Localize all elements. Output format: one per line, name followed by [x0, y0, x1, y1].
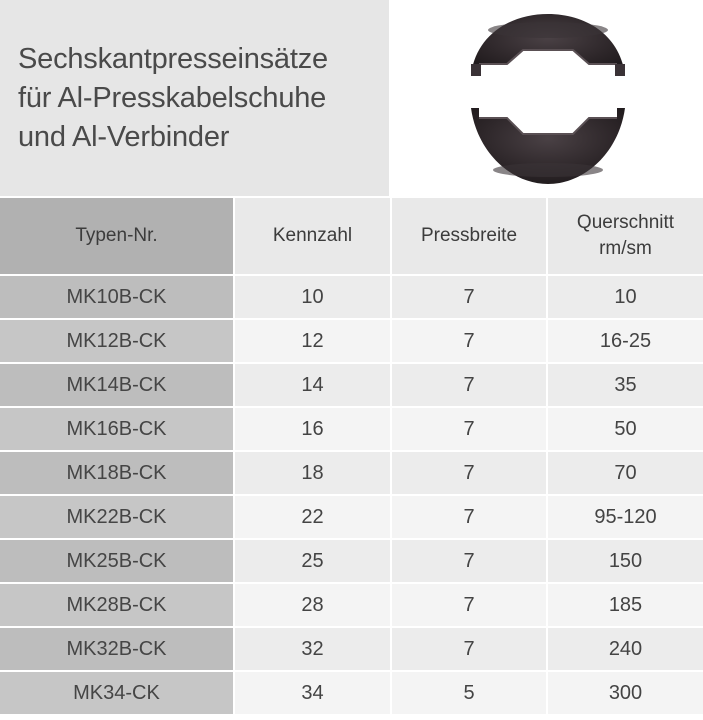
cell-type: MK18B-CK [0, 452, 233, 496]
cell-type: MK14B-CK [0, 364, 233, 408]
cell-querschnitt: 150 [546, 540, 703, 584]
cell-type: MK10B-CK [0, 276, 233, 320]
cell-kennzahl: 25 [233, 540, 390, 584]
table-row [0, 408, 703, 452]
cell-pressbreite: 7 [390, 408, 546, 452]
lower-die-half [471, 108, 625, 184]
cell-pressbreite: 7 [390, 364, 546, 408]
column-header-type: Typen-Nr. [0, 198, 233, 276]
cell-kennzahl: 10 [233, 276, 390, 320]
upper-die-half [471, 14, 625, 76]
table-row [0, 320, 703, 364]
cell-pressbreite: 5 [390, 672, 546, 716]
cell-pressbreite: 7 [390, 584, 546, 628]
table-header-row [0, 198, 703, 276]
cell-pressbreite: 7 [390, 452, 546, 496]
cell-type: MK28B-CK [0, 584, 233, 628]
cell-pressbreite: 7 [390, 496, 546, 540]
column-header-pressbreite: Pressbreite [390, 198, 546, 276]
cell-type: MK34-CK [0, 672, 233, 716]
cell-querschnitt: 240 [546, 628, 703, 672]
cell-kennzahl: 22 [233, 496, 390, 540]
cell-querschnitt: 16-25 [546, 320, 703, 364]
table-row [0, 628, 703, 672]
cell-querschnitt: 50 [546, 408, 703, 452]
table-row [0, 496, 703, 540]
crimp-die-icon [389, 0, 703, 196]
table-row [0, 452, 703, 496]
cell-querschnitt: 300 [546, 672, 703, 716]
cell-kennzahl: 14 [233, 364, 390, 408]
cell-kennzahl: 28 [233, 584, 390, 628]
table-row [0, 672, 703, 716]
cell-type: MK25B-CK [0, 540, 233, 584]
cell-type: MK22B-CK [0, 496, 233, 540]
product-image [389, 0, 703, 196]
cell-querschnitt: 10 [546, 276, 703, 320]
spec-table [0, 198, 703, 716]
cell-kennzahl: 34 [233, 672, 390, 716]
table-row [0, 584, 703, 628]
table-row [0, 540, 703, 584]
cell-type: MK12B-CK [0, 320, 233, 364]
cell-querschnitt: 95-120 [546, 496, 703, 540]
cell-kennzahl: 18 [233, 452, 390, 496]
cell-kennzahl: 16 [233, 408, 390, 452]
cell-type: MK16B-CK [0, 408, 233, 452]
cell-kennzahl: 32 [233, 628, 390, 672]
cell-pressbreite: 7 [390, 540, 546, 584]
table-row [0, 276, 703, 320]
cell-querschnitt: 70 [546, 452, 703, 496]
column-header-querschnitt: Querschnitt rm/sm [546, 198, 703, 276]
table-row [0, 364, 703, 408]
cell-pressbreite: 7 [390, 276, 546, 320]
cell-pressbreite: 7 [390, 628, 546, 672]
cell-querschnitt: 35 [546, 364, 703, 408]
title-panel [0, 0, 389, 196]
cell-querschnitt: 185 [546, 584, 703, 628]
cell-type: MK32B-CK [0, 628, 233, 672]
cell-kennzahl: 12 [233, 320, 390, 364]
cell-pressbreite: 7 [390, 320, 546, 364]
page-title: Sechskantpresseinsätze für Al-Presskabelschuhe und Al-Verbinder [18, 43, 328, 153]
column-header-kennzahl: Kennzahl [233, 198, 390, 276]
